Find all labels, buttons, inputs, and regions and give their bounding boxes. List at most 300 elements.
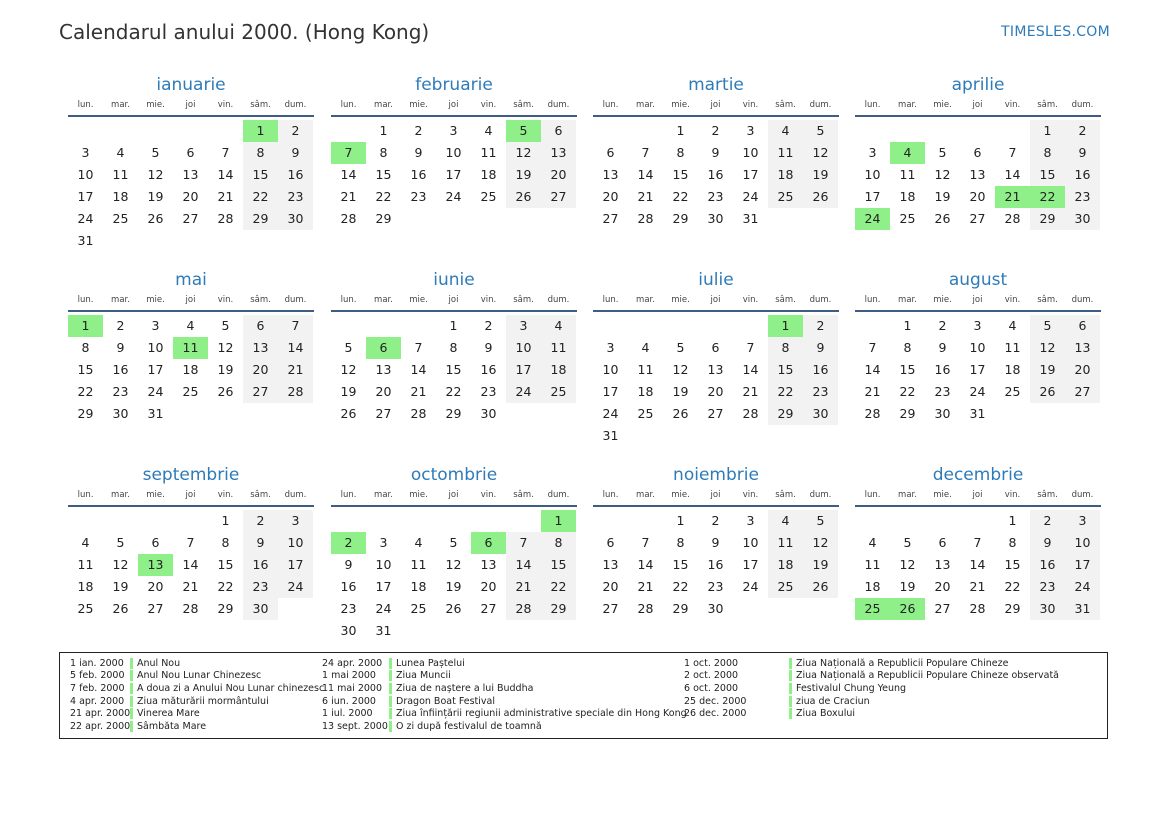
day-cell: 16 — [243, 554, 278, 576]
legend-date: 1 oct. 2000 — [684, 657, 739, 669]
day-grid — [331, 510, 577, 642]
day-cell: 20 — [602, 189, 619, 204]
day-cell: 5 — [449, 535, 458, 550]
day-cell: 7 — [868, 340, 877, 355]
day-cell: 13 — [602, 167, 619, 182]
day-cell: 5 — [676, 340, 685, 355]
day-grid — [331, 120, 577, 230]
weekday-label: joi — [972, 295, 983, 305]
day-cell: 3 — [449, 123, 458, 138]
weekday-header — [331, 489, 577, 507]
holiday-day-cell: 13 — [138, 554, 173, 576]
day-cell: 16 — [112, 362, 129, 377]
empty-cell — [366, 315, 401, 337]
day-cell: 14 — [217, 167, 234, 182]
legend-date: 13 sept. 2000 — [322, 720, 388, 732]
empty-cell — [593, 315, 628, 337]
day-cell: 26 — [217, 384, 234, 399]
day-cell: 26 — [112, 601, 129, 616]
weekday-label: dum. — [284, 100, 307, 110]
day-cell: 16 — [410, 167, 427, 182]
day-cell: 17 — [375, 579, 392, 594]
day-cell: 9 — [414, 145, 423, 160]
day-cell: 4 — [768, 510, 803, 532]
holiday-day-cell: 5 — [506, 120, 541, 142]
weekday-label: mie. — [933, 100, 952, 110]
weekday-label: vin. — [742, 490, 759, 500]
day-cell: 22 — [1004, 579, 1021, 594]
day-cell: 15 — [899, 362, 916, 377]
legend-date: 22 apr. 2000 — [70, 720, 131, 732]
day-cell: 30 — [480, 406, 497, 421]
day-cell: 3 — [1065, 510, 1100, 532]
day-cell: 24 — [506, 381, 541, 403]
empty-cell — [436, 510, 471, 532]
day-cell: 19 — [934, 189, 951, 204]
day-cell: 21 — [340, 189, 357, 204]
weekday-label: joi — [448, 490, 459, 500]
weekday-label: vin. — [1004, 295, 1021, 305]
empty-cell — [995, 120, 1030, 142]
day-cell: 29 — [375, 211, 392, 226]
weekday-label: mar. — [898, 295, 917, 305]
weekday-label: sâm. — [513, 295, 534, 305]
day-cell: 27 — [969, 211, 986, 226]
month-august — [855, 269, 1101, 425]
empty-cell — [103, 510, 138, 532]
month-ianuarie — [68, 74, 314, 252]
weekday-label: lun. — [77, 100, 94, 110]
day-grid — [855, 510, 1101, 620]
empty-cell — [733, 315, 768, 337]
day-cell: 28 — [278, 381, 313, 403]
weekday-header — [68, 294, 314, 312]
month-name: aprilie — [951, 75, 1005, 95]
day-cell: 14 — [969, 557, 986, 572]
day-cell: 19 — [217, 362, 234, 377]
day-cell: 16 — [1030, 554, 1065, 576]
holiday-day-cell: 4 — [890, 142, 925, 164]
weekday-label: joi — [185, 295, 196, 305]
legend-holiday-name: Ziua Națională a Republicii Populare Chineze — [789, 658, 1008, 669]
day-cell: 13 — [243, 337, 278, 359]
day-cell: 6 — [711, 340, 720, 355]
weekday-label: lun. — [340, 100, 357, 110]
day-cell: 14 — [340, 167, 357, 182]
day-cell: 24 — [147, 384, 164, 399]
weekday-header — [855, 99, 1101, 117]
holiday-legend — [59, 652, 1108, 739]
legend-holiday-name: Anul Nou — [130, 658, 180, 669]
empty-cell — [628, 315, 663, 337]
day-cell: 4 — [868, 535, 877, 550]
day-cell: 19 — [506, 164, 541, 186]
weekday-label: joi — [185, 100, 196, 110]
day-cell: 16 — [707, 167, 724, 182]
day-cell: 9 — [243, 532, 278, 554]
day-cell: 3 — [81, 145, 90, 160]
weekday-label: joi — [710, 100, 721, 110]
empty-cell — [663, 315, 698, 337]
empty-cell — [68, 510, 103, 532]
empty-cell — [68, 120, 103, 142]
holiday-day-cell: 1 — [68, 315, 103, 337]
day-cell: 15 — [375, 167, 392, 182]
weekday-label: joi — [710, 295, 721, 305]
day-cell: 27 — [541, 186, 576, 208]
day-cell: 30 — [112, 406, 129, 421]
day-cell: 27 — [934, 601, 951, 616]
day-cell: 7 — [221, 145, 230, 160]
legend-holiday-name: Festivalul Chung Yeung — [789, 683, 906, 694]
weekday-label: lun. — [340, 295, 357, 305]
legend-row — [70, 682, 324, 695]
day-cell: 20 — [541, 164, 576, 186]
day-cell: 23 — [243, 576, 278, 598]
day-cell: 3 — [746, 513, 755, 528]
day-cell: 19 — [803, 164, 838, 186]
day-cell: 9 — [116, 340, 125, 355]
day-cell: 19 — [672, 384, 689, 399]
day-cell: 5 — [1030, 315, 1065, 337]
day-cell: 11 — [899, 167, 916, 182]
day-cell: 5 — [116, 535, 125, 550]
legend-row — [684, 670, 1059, 683]
day-cell: 16 — [340, 579, 357, 594]
day-cell: 19 — [803, 554, 838, 576]
holiday-day-cell: 26 — [890, 598, 925, 620]
empty-cell — [331, 315, 366, 337]
weekday-header — [855, 294, 1101, 312]
weekday-label: mar. — [636, 490, 655, 500]
empty-cell — [855, 315, 890, 337]
weekday-label: sâm. — [1037, 295, 1058, 305]
holiday-day-cell: 25 — [855, 598, 890, 620]
day-cell: 10 — [742, 535, 759, 550]
day-cell: 7 — [641, 535, 650, 550]
day-cell: 25 — [899, 211, 916, 226]
day-cell: 27 — [243, 381, 278, 403]
day-cell: 25 — [480, 189, 497, 204]
weekday-label: mar. — [898, 490, 917, 500]
day-cell: 30 — [243, 598, 278, 620]
day-cell: 11 — [1004, 340, 1021, 355]
day-cell: 14 — [506, 554, 541, 576]
day-cell: 11 — [112, 167, 129, 182]
day-grid — [68, 120, 314, 252]
day-cell: 8 — [379, 145, 388, 160]
day-cell: 2 — [243, 510, 278, 532]
month-iulie — [593, 269, 839, 447]
day-cell: 23 — [340, 601, 357, 616]
day-cell: 22 — [899, 384, 916, 399]
legend-holiday-name: A doua zi a Anului Nou Lunar chinezesc — [130, 683, 324, 694]
day-cell: 26 — [445, 601, 462, 616]
day-cell: 10 — [864, 167, 881, 182]
holiday-day-cell: 1 — [541, 510, 576, 532]
weekday-label: mie. — [146, 295, 165, 305]
day-cell: 10 — [969, 340, 986, 355]
day-cell: 18 — [637, 384, 654, 399]
day-cell: 8 — [903, 340, 912, 355]
day-cell: 4 — [541, 315, 576, 337]
day-cell: 6 — [606, 535, 615, 550]
day-cell: 7 — [186, 535, 195, 550]
legend-row — [684, 695, 1059, 708]
weekday-label: mie. — [671, 295, 690, 305]
weekday-label: sâm. — [250, 490, 271, 500]
weekday-label: lun. — [77, 295, 94, 305]
brand-link[interactable]: TIMESLES.COM — [1001, 24, 1110, 40]
weekday-label: mie. — [146, 490, 165, 500]
holiday-day-cell: 6 — [471, 532, 506, 554]
day-cell: 19 — [147, 189, 164, 204]
day-cell: 20 — [969, 189, 986, 204]
day-cell: 24 — [969, 384, 986, 399]
day-cell: 14 — [637, 167, 654, 182]
day-cell: 30 — [1030, 598, 1065, 620]
weekday-label: vin. — [217, 490, 234, 500]
day-grid — [593, 120, 839, 230]
day-cell: 23 — [278, 186, 313, 208]
day-cell: 20 — [480, 579, 497, 594]
day-cell: 2 — [1030, 510, 1065, 532]
day-cell: 11 — [637, 362, 654, 377]
weekday-label: sâm. — [250, 295, 271, 305]
empty-cell — [698, 315, 733, 337]
empty-cell — [331, 510, 366, 532]
weekday-label: dum. — [284, 490, 307, 500]
weekday-label: joi — [710, 490, 721, 500]
month-name: august — [948, 270, 1008, 290]
day-cell: 3 — [379, 535, 388, 550]
day-cell: 2 — [414, 123, 423, 138]
day-cell: 26 — [506, 186, 541, 208]
day-cell: 4 — [186, 318, 195, 333]
weekday-label: mie. — [146, 100, 165, 110]
day-cell: 17 — [147, 362, 164, 377]
day-cell: 14 — [637, 557, 654, 572]
month-iunie — [331, 269, 577, 425]
empty-cell — [366, 510, 401, 532]
day-cell: 31 — [375, 623, 392, 638]
day-cell: 29 — [77, 406, 94, 421]
day-cell: 1 — [676, 513, 685, 528]
day-cell: 23 — [707, 579, 724, 594]
legend-date: 7 feb. 2000 — [70, 682, 125, 694]
day-cell: 29 — [445, 406, 462, 421]
day-cell: 18 — [768, 554, 803, 576]
weekday-label: mie. — [409, 490, 428, 500]
day-cell: 22 — [77, 384, 94, 399]
day-cell: 2 — [116, 318, 125, 333]
weekday-label: mie. — [671, 490, 690, 500]
day-cell: 17 — [742, 557, 759, 572]
day-cell: 7 — [641, 145, 650, 160]
weekday-label: mar. — [111, 490, 130, 500]
day-cell: 12 — [506, 142, 541, 164]
legend-row — [322, 695, 687, 708]
day-cell: 6 — [973, 145, 982, 160]
empty-cell — [103, 120, 138, 142]
legend-row — [322, 682, 687, 695]
day-cell: 12 — [147, 167, 164, 182]
day-cell: 27 — [480, 601, 497, 616]
day-cell: 19 — [112, 579, 129, 594]
day-cell: 12 — [340, 362, 357, 377]
day-cell: 28 — [410, 406, 427, 421]
day-cell: 12 — [934, 167, 951, 182]
day-cell: 12 — [803, 142, 838, 164]
day-cell: 12 — [1030, 337, 1065, 359]
month-name: iunie — [433, 270, 475, 290]
day-cell: 10 — [1065, 532, 1100, 554]
day-cell: 10 — [147, 340, 164, 355]
legend-holiday-name: Ziua măturării mormântului — [130, 696, 269, 707]
legend-holiday-name: Anul Nou Lunar Chinezesc — [130, 670, 261, 681]
day-cell: 20 — [182, 189, 199, 204]
empty-cell — [173, 120, 208, 142]
day-cell: 11 — [77, 557, 94, 572]
day-cell: 15 — [672, 557, 689, 572]
day-cell: 10 — [445, 145, 462, 160]
day-cell: 24 — [445, 189, 462, 204]
weekday-label: lun. — [77, 490, 94, 500]
day-cell: 25 — [112, 211, 129, 226]
day-cell: 2 — [803, 315, 838, 337]
day-cell: 1 — [379, 123, 388, 138]
day-cell: 16 — [934, 362, 951, 377]
day-cell: 1 — [676, 123, 685, 138]
day-cell: 1 — [1008, 513, 1017, 528]
day-cell: 5 — [803, 120, 838, 142]
day-cell: 14 — [182, 557, 199, 572]
day-cell: 3 — [278, 510, 313, 532]
day-cell: 4 — [768, 120, 803, 142]
day-cell: 30 — [278, 208, 313, 230]
legend-date: 4 apr. 2000 — [70, 695, 125, 707]
legend-date: 1 iul. 2000 — [322, 708, 373, 720]
weekday-label: mie. — [933, 490, 952, 500]
empty-cell — [890, 510, 925, 532]
legend-holiday-name: O zi după festivalul de toamnă — [389, 721, 542, 732]
day-cell: 19 — [445, 579, 462, 594]
month-name: septembrie — [142, 465, 240, 485]
day-cell: 28 — [182, 601, 199, 616]
empty-cell — [890, 120, 925, 142]
month-septembrie — [68, 464, 314, 620]
day-cell: 9 — [344, 557, 353, 572]
day-cell: 26 — [803, 576, 838, 598]
empty-cell — [401, 510, 436, 532]
day-cell: 27 — [602, 211, 619, 226]
day-cell: 17 — [506, 359, 541, 381]
day-cell: 5 — [803, 510, 838, 532]
empty-cell — [593, 120, 628, 142]
day-cell: 29 — [541, 598, 576, 620]
day-cell: 23 — [707, 189, 724, 204]
day-cell: 31 — [969, 406, 986, 421]
day-cell: 17 — [1065, 554, 1100, 576]
day-cell: 9 — [711, 145, 720, 160]
empty-cell — [855, 510, 890, 532]
day-cell: 2 — [1065, 120, 1100, 142]
legend-holiday-name: Ziua de naștere a lui Buddha — [389, 683, 533, 694]
day-cell: 21 — [410, 384, 427, 399]
day-cell: 2 — [711, 123, 720, 138]
day-cell: 25 — [541, 381, 576, 403]
month-februarie — [331, 74, 577, 230]
weekday-label: lun. — [864, 490, 881, 500]
page-title: Calendarul anului 2000. (Hong Kong) — [59, 20, 430, 44]
weekday-label: mie. — [671, 100, 690, 110]
month-octombrie — [331, 464, 577, 642]
day-cell: 30 — [707, 211, 724, 226]
weekday-label: dum. — [284, 295, 307, 305]
day-cell: 29 — [768, 403, 803, 425]
day-cell: 13 — [969, 167, 986, 182]
day-cell: 8 — [81, 340, 90, 355]
day-cell: 6 — [1065, 315, 1100, 337]
day-grid — [331, 315, 577, 425]
day-cell: 29 — [1004, 601, 1021, 616]
weekday-label: lun. — [864, 295, 881, 305]
day-cell: 15 — [1004, 557, 1021, 572]
day-cell: 25 — [637, 406, 654, 421]
weekday-label: joi — [448, 295, 459, 305]
day-cell: 3 — [973, 318, 982, 333]
weekday-label: sâm. — [250, 100, 271, 110]
day-cell: 30 — [707, 601, 724, 616]
day-cell: 10 — [375, 557, 392, 572]
day-cell: 9 — [1030, 532, 1065, 554]
day-cell: 27 — [602, 601, 619, 616]
legend-holiday-name: Ziua Boxului — [789, 708, 855, 719]
weekday-label: mar. — [111, 295, 130, 305]
legend-row — [322, 720, 687, 733]
day-cell: 16 — [278, 164, 313, 186]
weekday-label: joi — [448, 100, 459, 110]
legend-holiday-name: Ziua înființării regiunii administrative speciale din Hong Kong — [389, 708, 687, 719]
weekday-header — [331, 294, 577, 312]
day-cell: 30 — [1065, 208, 1100, 230]
day-cell: 21 — [506, 576, 541, 598]
weekday-label: sâm. — [775, 295, 796, 305]
weekday-label: joi — [972, 100, 983, 110]
day-cell: 3 — [506, 315, 541, 337]
day-cell: 13 — [707, 362, 724, 377]
weekday-label: vin. — [480, 295, 497, 305]
day-cell: 18 — [1004, 362, 1021, 377]
day-cell: 9 — [803, 337, 838, 359]
day-cell: 22 — [541, 576, 576, 598]
day-cell: 12 — [112, 557, 129, 572]
month-name: ianuarie — [156, 75, 226, 95]
day-cell: 17 — [742, 167, 759, 182]
day-cell: 9 — [711, 535, 720, 550]
weekday-label: sâm. — [1037, 100, 1058, 110]
empty-cell — [138, 120, 173, 142]
day-cell: 4 — [414, 535, 423, 550]
legend-holiday-name: Ziua Națională a Republicii Populare Chineze observată — [789, 670, 1059, 681]
day-cell: 8 — [243, 142, 278, 164]
day-cell: 6 — [541, 120, 576, 142]
day-cell: 28 — [506, 598, 541, 620]
day-cell: 2 — [278, 120, 313, 142]
weekday-label: dum. — [809, 490, 832, 500]
day-cell: 15 — [77, 362, 94, 377]
day-cell: 20 — [243, 359, 278, 381]
